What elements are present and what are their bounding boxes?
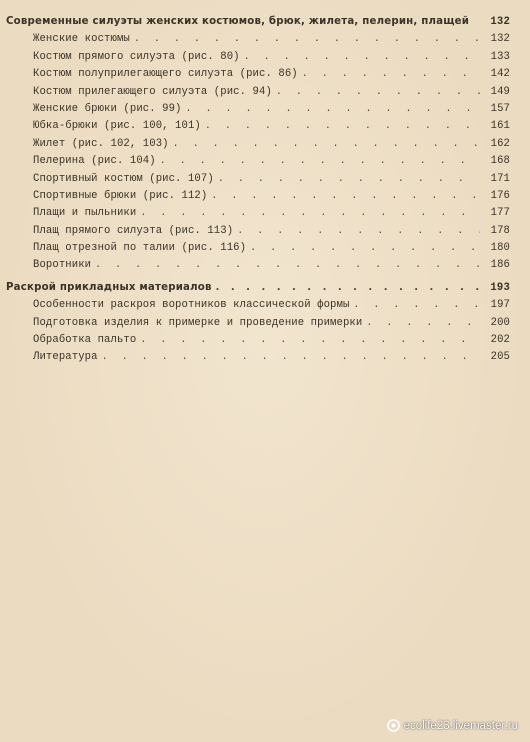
toc-entry-title: Костюм прямого силуэта (рис. 80) [33,50,240,63]
toc-entry-row [6,120,510,137]
dot-leader [95,260,480,271]
dot-leader [250,243,480,254]
toc-entry-title: Спортивный костюм (рис. 107) [33,172,214,185]
dot-leader [102,352,480,363]
dot-leader [216,282,480,293]
toc-entry-row [6,33,510,50]
dot-leader [186,104,480,115]
toc-page-number: 171 [490,172,510,185]
watermark [387,719,518,732]
toc-section-row [6,282,510,299]
dot-leader [140,335,480,346]
toc-page-number: 205 [490,351,510,364]
dot-leader [244,52,480,63]
toc-page-number: 149 [490,85,510,98]
toc-page-number: 176 [490,189,510,202]
dot-leader [276,87,480,98]
dot-leader [302,69,480,80]
livemaster-logo-icon [387,719,400,732]
toc-entry-title: Пелерина (рис. 104) [33,155,156,168]
toc-page-number: 142 [490,68,510,81]
toc-page-number: 177 [490,207,510,220]
toc-page-number: 200 [490,316,510,329]
toc-page-number: 133 [490,50,510,63]
toc-entry-title: Раскрой прикладных материалов [6,281,212,293]
toc-page-number: 168 [490,155,510,168]
toc-entry-title: Жилет (рис. 102, 103) [33,137,169,150]
toc-entry-title: Обработка пальто [33,334,137,347]
toc-entry-title: Спортивные брюки (рис. 112) [33,189,208,202]
dot-leader [140,208,480,219]
toc-entry-row [6,138,510,155]
toc-entry-row [6,225,510,242]
toc-entry-row [6,351,510,368]
toc-entry-title: Плащи и пыльники [33,207,137,220]
toc-entry-title: Особенности раскроя воротников классической формы [33,299,350,312]
toc-entry-row [6,173,510,190]
dot-leader [134,34,480,45]
toc-entry-row [6,155,510,172]
toc-page-number: 180 [490,242,510,255]
toc-entry-row [6,190,510,207]
toc-page-number: 202 [490,334,510,347]
dot-leader [211,191,480,202]
toc-section-row [6,16,510,33]
table-of-contents [6,16,510,369]
dot-leader [353,300,480,311]
toc-page-number: 157 [490,102,510,115]
watermark-text: ecolife23.livemaster.ru [403,719,518,732]
toc-entry-row [6,207,510,224]
toc-entry-title: Подготовка изделия к примерке и проведение примерки [33,316,363,329]
toc-page-number: 132 [490,16,510,28]
toc-entry-row [6,317,510,334]
dot-leader [160,156,480,167]
toc-entry-row [6,259,510,276]
toc-entry-title: Женские костюмы [33,33,130,46]
toc-entry-title: Литература [33,351,98,364]
toc-entry-title: Плащ прямого силуэта (рис. 113) [33,224,234,237]
toc-entry-title: Костюм полуприлегающего силуэта (рис. 86) [33,68,298,81]
toc-entry-row [6,51,510,68]
toc-entry-row [6,334,510,351]
dot-leader [237,226,480,237]
toc-entry-row [6,86,510,103]
toc-entry-title: Воротники [33,259,92,272]
toc-entry-row [6,68,510,85]
toc-page-number: 162 [490,137,510,150]
dot-leader [173,139,480,150]
toc-entry-title: Современные силуэты женских костюмов, брюк, жилета, пелерин, плащей [6,16,470,27]
dot-leader [205,121,480,132]
toc-entry-row [6,103,510,120]
dot-leader [366,318,480,329]
toc-entry-title: Плащ отрезной по талии (рис. 116) [33,242,247,255]
toc-page-number: 161 [490,120,510,133]
toc-entry-title: Женские брюки (рис. 99) [33,102,182,115]
toc-entry-title: Юбка-брюки (рис. 100, 101) [33,120,201,133]
toc-entry-title: Костюм прилегающего силуэта (рис. 94) [33,85,272,98]
toc-entry-row [6,299,510,316]
toc-page-number: 193 [490,281,510,294]
dot-leader [218,174,480,185]
toc-page-number: 186 [490,259,510,272]
toc-entry-row [6,242,510,259]
toc-page-number: 178 [490,224,510,237]
toc-page-number: 197 [490,299,510,312]
toc-page-number: 132 [490,33,510,46]
